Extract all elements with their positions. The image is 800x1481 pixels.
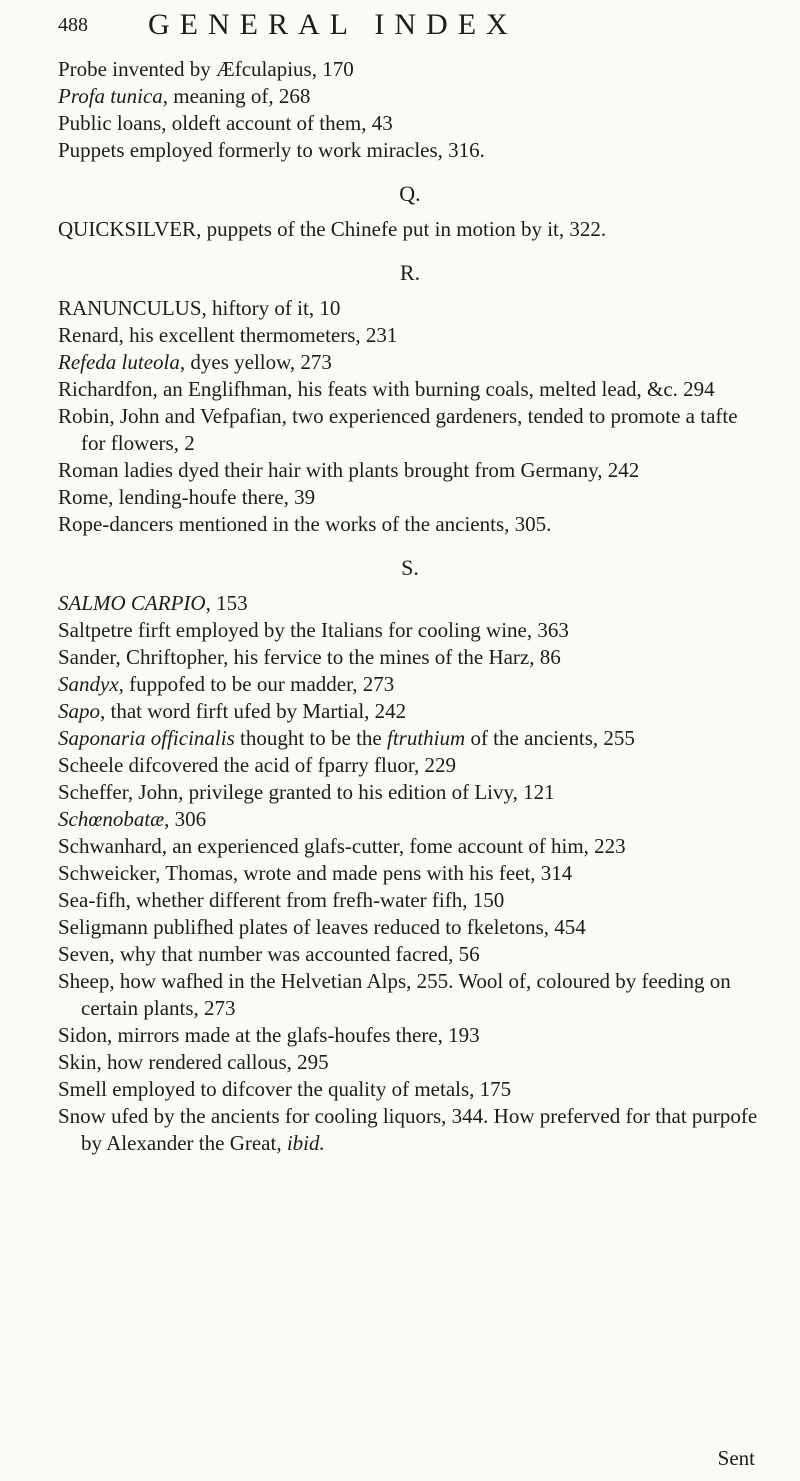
entry-term: SALMO CARPIO (58, 591, 206, 615)
index-entry (58, 725, 762, 752)
index-entry: Scheele difcovered the acid of fparry fluor, 229 (58, 753, 456, 777)
index-entry (58, 83, 762, 110)
entry-term: Saponaria officinalis (58, 726, 235, 750)
index-entry: Roman ladies dyed their hair with plants brought from Germany, 242 (58, 458, 640, 482)
index-entry: Probe invented by Æfculapius, 170 (58, 57, 354, 81)
section-letter-s: S. (401, 555, 419, 580)
entry-rest: , 306 (164, 807, 207, 831)
entry-term: Sandyx (58, 672, 119, 696)
index-entry: Sidon, mirrors made at the glafs-houfes there, 193 (58, 1023, 480, 1047)
entry-tail: ibid. (286, 1131, 325, 1155)
index-entry: Skin, how rendered callous, 295 (58, 1050, 329, 1074)
index-entry: Saltpetre firft employed by the Italians for cooling wine, 363 (58, 618, 569, 642)
entry-term-2: ftruthium (387, 726, 466, 750)
index-entry: RANUNCULUS, hiftory of it, 10 (58, 296, 341, 320)
index-entry: Scheffer, John, privilege granted to his edition of Livy, 121 (58, 780, 555, 804)
index-entry (58, 806, 762, 833)
index-entry: QUICKSILVER, puppets of the Chinefe put in motion by it, 322. (58, 217, 607, 241)
entry-rest: , fuppofed to be our madder, 273 (118, 672, 395, 696)
page-header (58, 8, 758, 48)
index-entry: Seligmann publifhed plates of leaves reduced to fkeletons, 454 (58, 915, 586, 939)
entry-rest: , dyes yellow, 273 (179, 350, 332, 374)
index-entry: Public loans, oldeft account of them, 43 (58, 111, 393, 135)
index-body (58, 56, 762, 1157)
index-entry (58, 1103, 762, 1157)
index-entry: Rope-dancers mentioned in the works of the ancients, 305. (58, 512, 552, 536)
entry-rest: , that word firft ufed by Martial, 242 (100, 699, 407, 723)
index-entry: Richardfon, an Englifhman, his feats with burning coals, melted lead, &c. 294 (58, 377, 715, 401)
index-entry: Puppets employed formerly to work miracles, 316. (58, 138, 485, 162)
entry-rest: , 153 (205, 591, 248, 615)
catchword: Sent (717, 1446, 755, 1470)
running-title: GENERAL INDEX (148, 8, 518, 41)
index-entry: Schweicker, Thomas, wrote and made pens with his feet, 314 (58, 861, 573, 885)
index-entry: Seven, why that number was accounted facred, 56 (58, 942, 480, 966)
entry-text: Snow ufed by the ancients for cooling liquors, 344. How preferved for that purpofe by Alexander the Great, (58, 1104, 758, 1155)
index-entry (58, 349, 762, 376)
index-entry (58, 698, 762, 725)
entry-term: Schœnobatæ (58, 807, 165, 831)
index-entry: Sander, Chriftopher, his fervice to the mines of the Harz, 86 (58, 645, 561, 669)
index-entry: Smell employed to difcover the quality of metals, 175 (58, 1077, 512, 1101)
section-letter-r: R. (399, 260, 421, 285)
entry-term: Sapo (58, 699, 100, 723)
index-entry: Robin, John and Vefpafian, two experienced gardeners, tended to promote a tafte for flowers, 2 (58, 404, 738, 455)
section-letter-q: Q. (399, 181, 421, 206)
index-entry (58, 671, 762, 698)
index-entry: Schwanhard, an experienced glafs-cutter, fome account of him, 223 (58, 834, 626, 858)
entry-rest: , meaning of, 268 (162, 84, 311, 108)
entry-rest: of the ancients, 255 (465, 726, 635, 750)
entry-term: Profa tunica (58, 84, 163, 108)
index-entry: Renard, his excellent thermometers, 231 (58, 323, 398, 347)
index-entry: Rome, lending-houfe there, 39 (58, 485, 316, 509)
entry-term: Refeda luteola (58, 350, 180, 374)
page-number: 488 (58, 14, 88, 36)
index-entry: Sheep, how wafhed in the Helvetian Alps, 255. Wool of, coloured by feeding on certain plants, 273 (58, 969, 731, 1020)
index-entry (58, 590, 762, 617)
entry-mid: thought to be the (234, 726, 387, 750)
index-entry: Sea-fifh, whether different from frefh-water fifh, 150 (58, 888, 505, 912)
